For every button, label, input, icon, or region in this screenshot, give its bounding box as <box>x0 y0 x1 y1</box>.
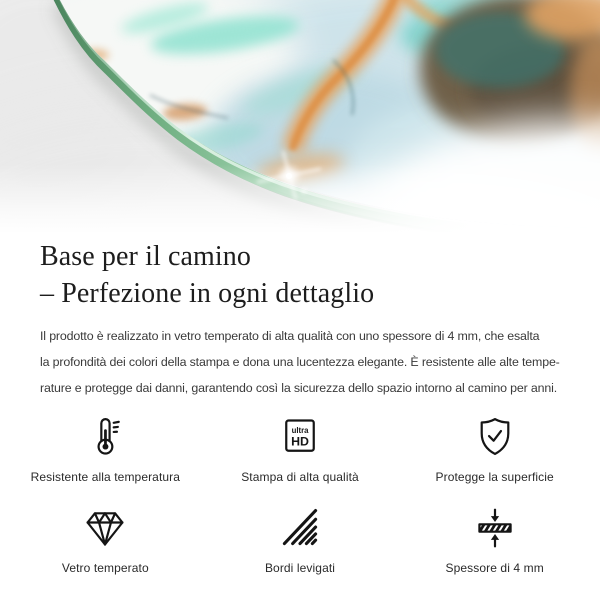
feature-print-quality <box>203 413 398 484</box>
svg-text:HD: HD <box>291 434 309 449</box>
feature-label: Stampa di alta qualità <box>241 470 359 484</box>
feature-thickness <box>397 504 592 575</box>
ultra-hd-icon <box>278 413 322 461</box>
description-line: rature e protegge dai danni, garantendo così la sicurezza dello spazio intorno al camino per anni. <box>40 381 558 395</box>
feature-temperature-resistant <box>8 413 203 484</box>
product-photo <box>0 0 600 234</box>
feature-surface-protection <box>397 413 592 484</box>
description-line: Il prodotto è realizzato in vetro temperato di alta qualità con uno spessore di 4 mm, che esalta <box>40 329 540 343</box>
feature-label: Spessore di 4 mm <box>445 561 544 575</box>
glass-panel-illustration <box>0 0 600 234</box>
feature-label: Resistente alla temperatura <box>30 470 181 484</box>
features-grid <box>0 413 600 575</box>
polished-edges-icon <box>278 504 322 552</box>
page-title-line1: Base per il camino <box>40 241 251 272</box>
page-title <box>40 238 560 312</box>
page-title-line2: – Perfezione in ogni dettaglio <box>40 278 375 309</box>
thickness-icon <box>473 504 517 552</box>
feature-label: Bordi levigati <box>264 561 336 575</box>
product-description <box>40 323 560 401</box>
feature-polished-edges <box>203 504 398 575</box>
hero-fade <box>0 164 600 234</box>
svg-text:ultra: ultra <box>291 425 309 435</box>
description-line: la profondità dei colori della stampa e dona una lucentezza elegante. È resistente alle alte tempe- <box>40 355 560 369</box>
diamond-icon <box>83 504 127 552</box>
feature-label: Protegge la superficie <box>435 470 554 484</box>
thermometer-icon <box>83 413 127 461</box>
shield-check-icon <box>473 413 517 461</box>
feature-tempered-glass <box>8 504 203 575</box>
feature-label: Vetro temperato <box>61 561 149 575</box>
